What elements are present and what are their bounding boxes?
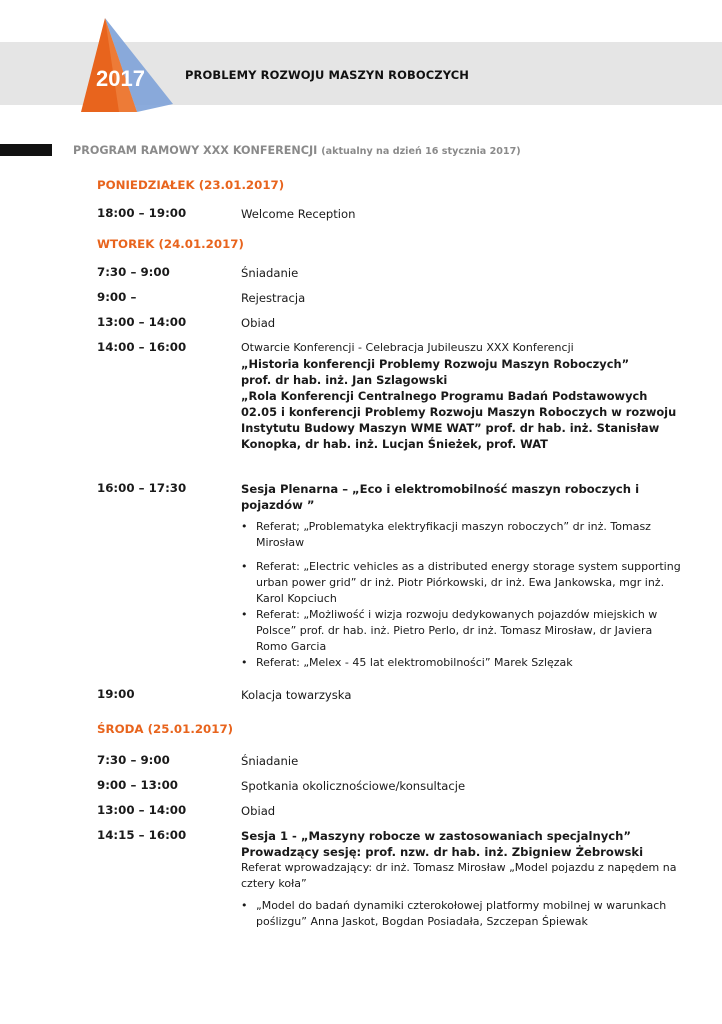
day-heading-tuesday: WTOREK (24.01.2017) xyxy=(97,237,244,251)
list-item: • Referat; „Problematyka elektryfikacji maszyn roboczych” dr inż. Tomasz Mirosław xyxy=(241,519,681,551)
header-title: PROBLEMY ROZWOJU MASZYN ROBOCZYCH xyxy=(185,68,469,82)
time-slot: 9:00 – xyxy=(97,290,137,304)
event-text: Śniadanie xyxy=(241,754,299,768)
time-slot: 9:00 – 13:00 xyxy=(97,778,179,792)
list-item: • Referat: „Melex - 45 lat elektromobilności” Marek Szlęzak xyxy=(241,655,681,671)
event-text: Spotkania okolicznościowe/konsultacje xyxy=(241,779,466,793)
session-title: Sesja 1 - „Maszyny robocze w zastosowaniach specjalnych” xyxy=(241,829,632,843)
event-text: Rejestracja xyxy=(241,291,306,305)
talk-list xyxy=(241,898,681,930)
program-subtitle: (aktualny na dzień 16 stycznia 2017) xyxy=(321,146,521,157)
list-item: • Referat: „Electric vehicles as a distributed energy storage system supporting urban power grid” dr inż. Piotr Piórkowski, dr inż. Ewa Jankowska, mgr inż. Karol Kopciuch xyxy=(241,559,681,607)
session-title: Sesja Plenarna – „Eco i elektromobilność maszyn roboczych i pojazdów ” xyxy=(241,482,640,512)
lecture-title: „Historia konferencji Problemy Rozwoju Maszyn Roboczych” xyxy=(241,357,630,371)
list-item: • Referat: „Możliwość i wizja rozwoju dedykowanych pojazdów miejskich w Polsce” prof. dr hab. inż. Pietro Perlo, dr inż. Tomasz Mirosław, dr Javiera Romo Garcia xyxy=(241,607,681,655)
conference-logo xyxy=(79,16,179,116)
program-title: PROGRAM RAMOWY XXX KONFERENCJI (aktualny na dzień 16 stycznia 2017) xyxy=(73,144,521,157)
event-text: Obiad xyxy=(241,316,276,330)
event-block xyxy=(241,340,681,452)
lecture-title-2: „Rola Konferencji Centralnego Programu Badań Podstawowych 02.05 i konferencji Problemy Rozwoju Maszyn Roboczych w rozwoju Instytutu Budowy Maszyn WME WAT” prof. dr hab. inż. Stanisław Konopka, dr hab. inż. Lucjan Śnieżek, prof. WAT xyxy=(241,389,677,451)
session-chair: Prowadzący sesję: prof. nzw. dr hab. inż. Zbigniew Żebrowski xyxy=(241,845,644,859)
event-text: Welcome Reception xyxy=(241,207,356,221)
intro-talk: Referat wprowadzający: dr inż. Tomasz Mirosław „Model pojazdu z napędem na cztery koła” xyxy=(241,861,677,890)
time-slot: 16:00 – 17:30 xyxy=(97,481,187,495)
event-block xyxy=(241,828,681,930)
time-slot: 14:15 – 16:00 xyxy=(97,828,187,842)
lecture-speaker: prof. dr hab. inż. Jan Szlagowski xyxy=(241,373,448,387)
list-item: • „Model do badań dynamiki czterokołowej platformy mobilnej w warunkach poślizgu” Anna Jaskot, Bogdan Posiadała, Szczepan Śpiewak xyxy=(241,898,681,930)
event-text: Obiad xyxy=(241,804,276,818)
time-slot: 13:00 – 14:00 xyxy=(97,803,187,817)
time-slot: 13:00 – 14:00 xyxy=(97,315,187,329)
section-marker xyxy=(0,144,52,156)
day-heading-monday: PONIEDZIAŁEK (23.01.2017) xyxy=(97,178,285,192)
event-intro: Otwarcie Konferencji - Celebracja Jubileuszu XXX Konferencji xyxy=(241,341,574,354)
event-text: Śniadanie xyxy=(241,266,299,280)
time-slot: 7:30 – 9:00 xyxy=(97,265,170,279)
time-slot: 14:00 – 16:00 xyxy=(97,340,187,354)
talk-list xyxy=(241,519,681,671)
logo-year: 2017 xyxy=(96,66,145,91)
time-slot: 7:30 – 9:00 xyxy=(97,753,170,767)
day-heading-wednesday: ŚRODA (25.01.2017) xyxy=(97,722,234,736)
time-slot: 19:00 xyxy=(97,687,135,701)
event-block xyxy=(241,481,681,671)
time-slot: 18:00 – 19:00 xyxy=(97,206,187,220)
event-text: Kolacja towarzyska xyxy=(241,688,352,702)
